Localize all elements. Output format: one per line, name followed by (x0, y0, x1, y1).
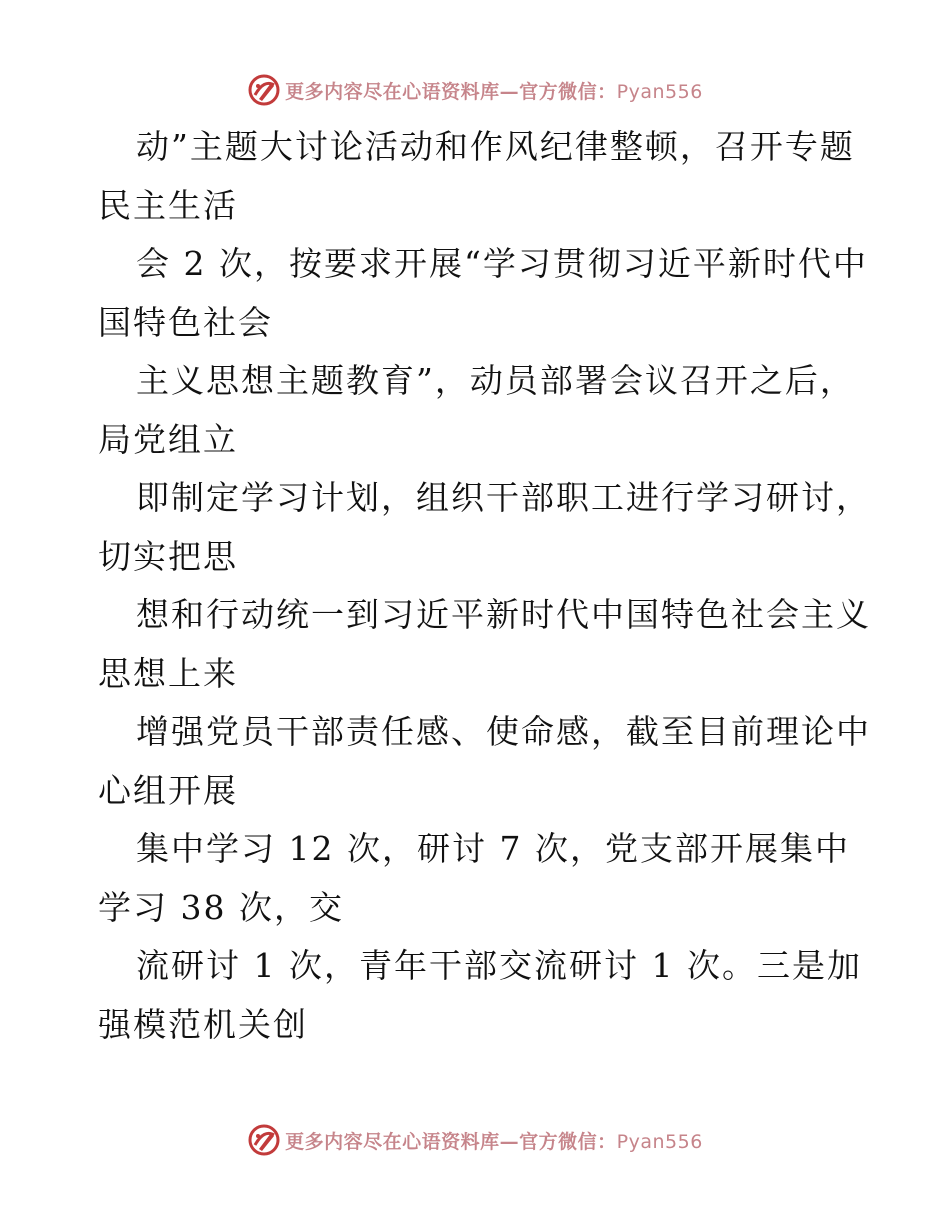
text-line: 即制定学习计划，组织干部职工进行学习研讨， (136, 478, 871, 517)
text-line: 学习 38 次，交 (98, 887, 344, 927)
text-line: 民主生活 (98, 185, 238, 225)
text-line: 主义思想主题教育”，动员部署会议召开之后， (136, 361, 855, 400)
text-line: 心组开展 (98, 770, 238, 810)
text-line: 切实把思 (98, 536, 238, 576)
document-body (98, 118, 871, 1054)
watermark-text: 更多内容尽在心语资料库—官方微信：Pyan556 (285, 80, 703, 103)
text-line: 增强党员干部责任感、使命感，截至目前理论中 (136, 712, 871, 751)
watermark-text: 更多内容尽在心语资料库—官方微信：Pyan556 (285, 1130, 703, 1153)
brand-logo-icon (247, 73, 281, 107)
text-line: 思想上来 (98, 653, 238, 693)
text-line: 会 2 次，按要求开展“学习贯彻习近平新时代中 (136, 244, 868, 283)
text-line: 局党组立 (98, 419, 238, 459)
brand-logo-icon (247, 1123, 281, 1157)
text-line: 强模范机关创 (98, 1004, 308, 1044)
text-line: 国特色社会 (98, 302, 273, 342)
text-line: 动”主题大讨论活动和作风纪律整顿，召开专题 (136, 127, 855, 166)
text-line: 流研讨 1 次，青年干部交流研讨 1 次。三是加 (136, 946, 862, 985)
text-line: 集中学习 12 次，研讨 7 次，党支部开展集中 (136, 829, 850, 868)
text-line: 想和行动统一到习近平新时代中国特色社会主义 (136, 595, 871, 634)
footer-watermark (0, 1120, 950, 1160)
header-watermark (0, 70, 950, 110)
